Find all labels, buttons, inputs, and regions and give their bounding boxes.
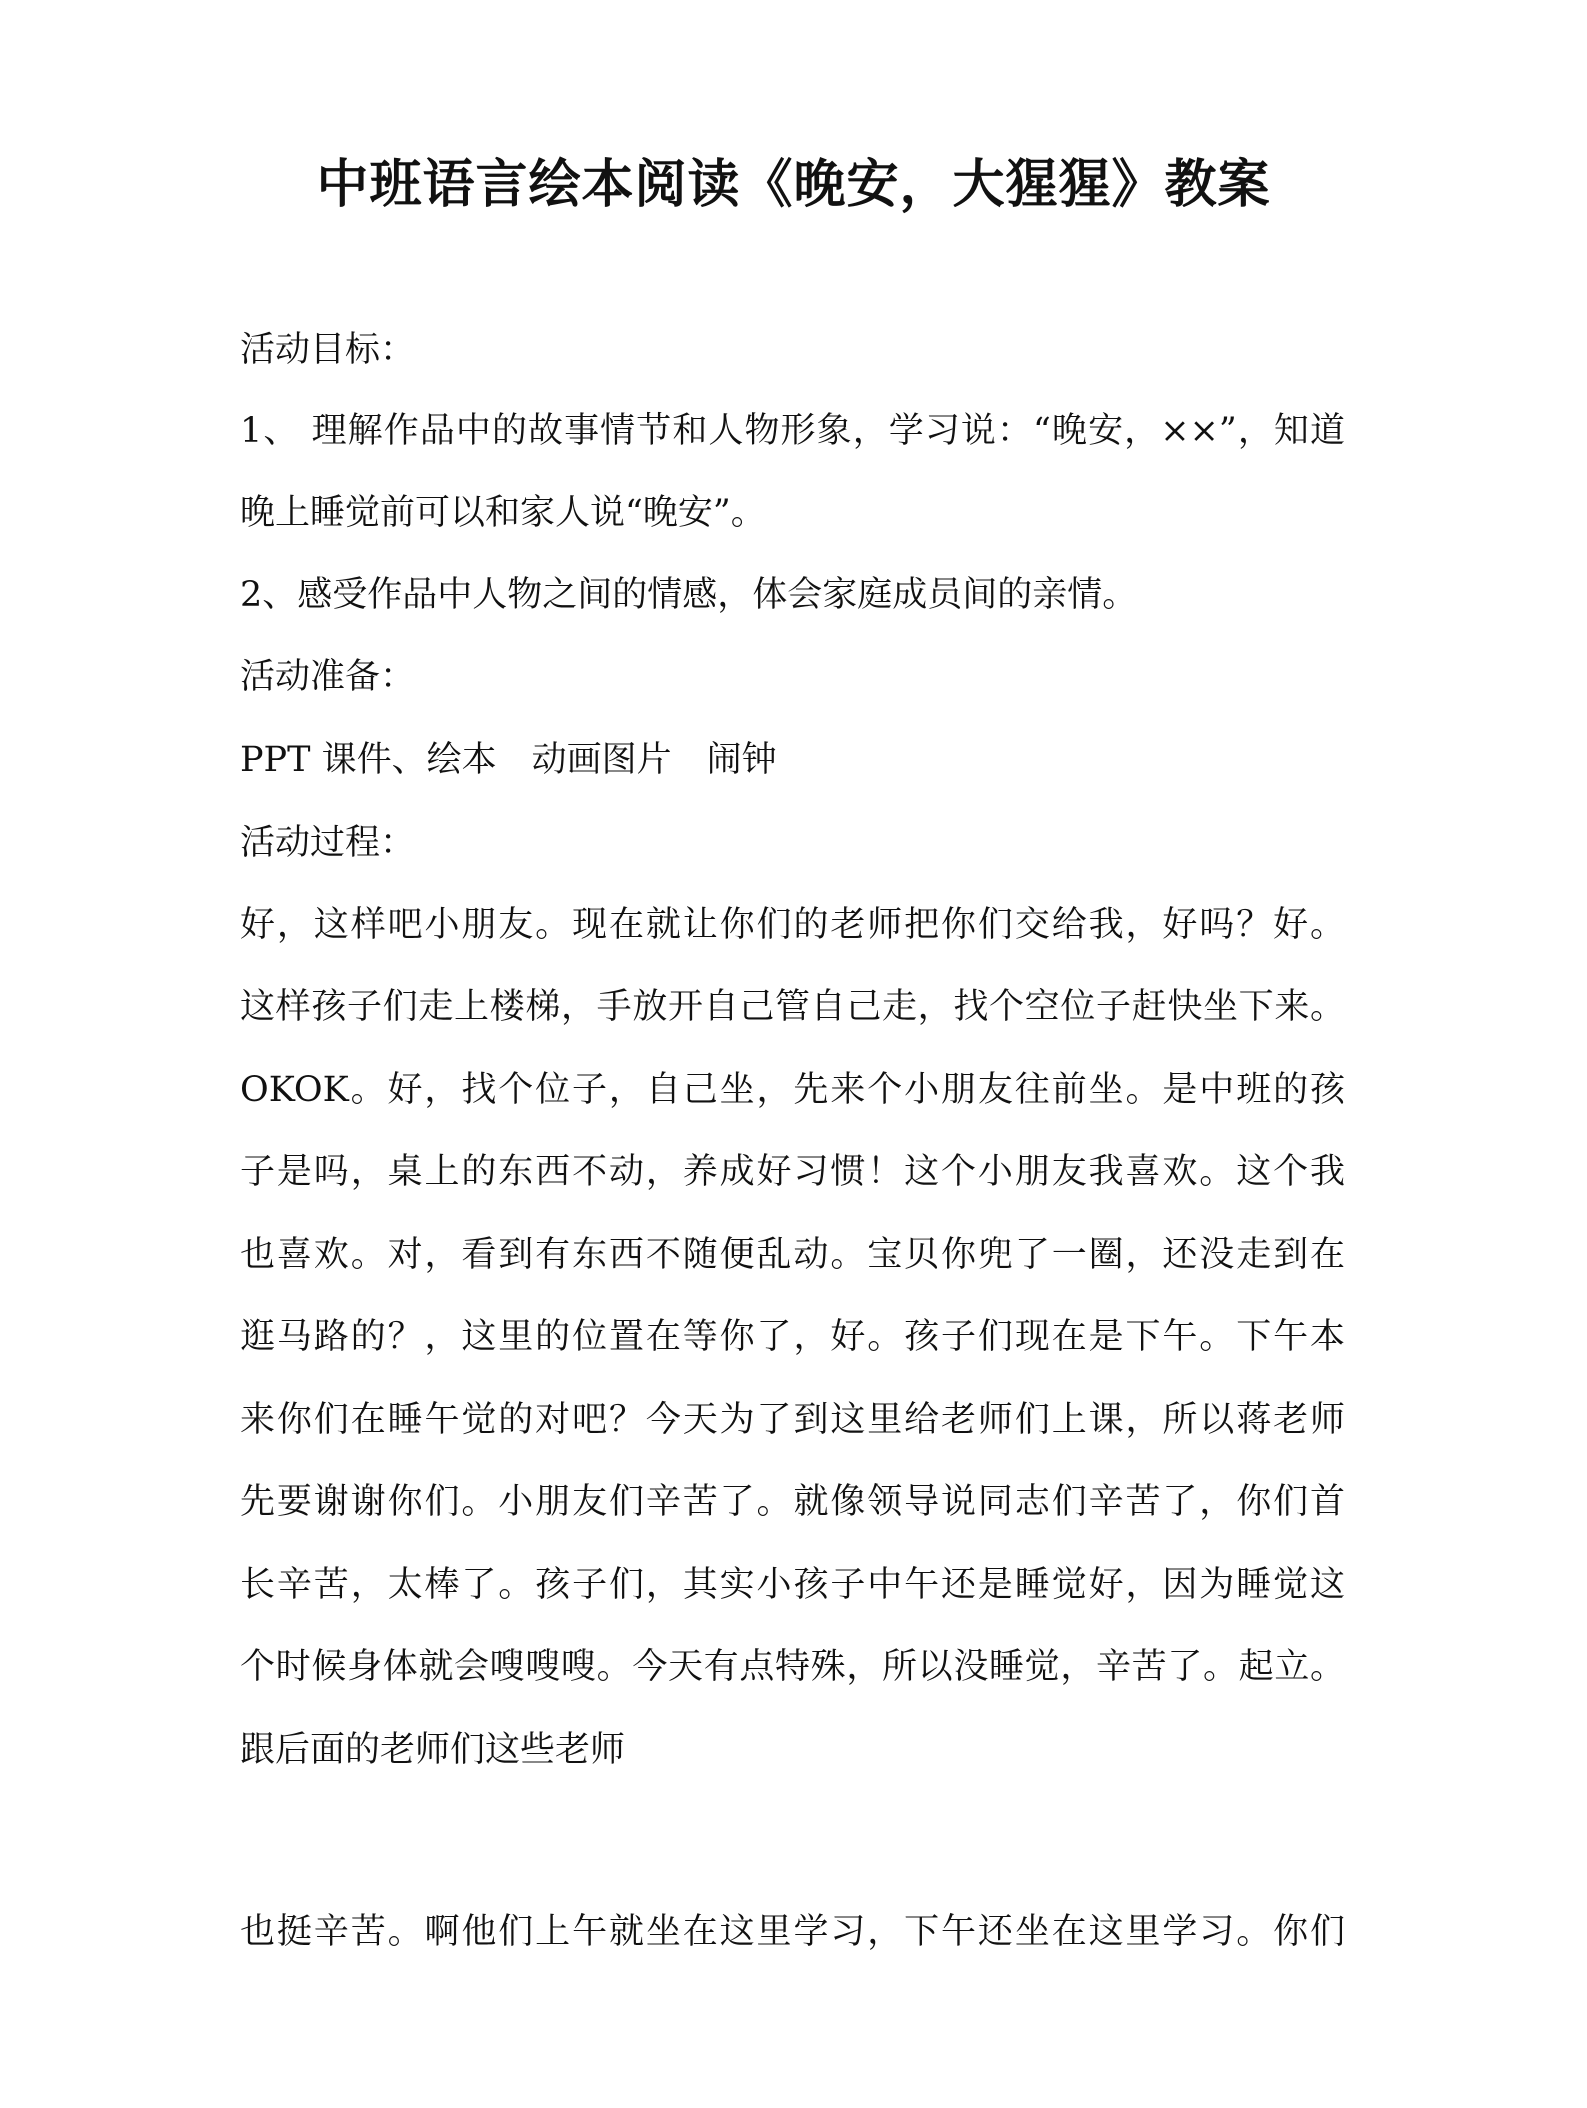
prep-heading: 活动准备： bbox=[240, 657, 416, 697]
process-line: 也喜欢。对，看到有东西不随便乱动。宝贝你兜了一圈，还没走到在 bbox=[240, 1235, 1345, 1275]
process-line: OKOK。好，找个位子，自己坐，先来个小朋友往前坐。是中班的孩 bbox=[240, 1070, 1345, 1110]
process-line: 逛马路的？，这里的位置在等你了，好。孩子们现在是下午。下午本 bbox=[240, 1317, 1345, 1357]
process-line: 长辛苦，太棒了。孩子们，其实小孩子中午还是睡觉好，因为睡觉这 bbox=[240, 1565, 1345, 1605]
process-line: 先要谢谢你们。小朋友们辛苦了。就像领导说同志们辛苦了，你们首 bbox=[240, 1482, 1345, 1522]
process-line: 子是吗，桌上的东西不动，养成好习惯！这个小朋友我喜欢。这个我 bbox=[240, 1152, 1345, 1192]
document-title: 中班语言绘本阅读《晚安，大猩猩》教案 bbox=[316, 154, 1271, 215]
prep-materials: PPT 课件、绘本 动画图片 闹钟 bbox=[240, 740, 777, 780]
process-heading: 活动过程： bbox=[240, 823, 416, 863]
process-line: 个时候身体就会嗖嗖嗖。今天有点特殊，所以没睡觉，辛苦了。起立。 bbox=[240, 1647, 1345, 1687]
process-line: 跟后面的老师们这些老师 bbox=[240, 1730, 626, 1770]
process-line: 好，这样吧小朋友。现在就让你们的老师把你们交给我，好吗？好。 bbox=[240, 905, 1345, 945]
goals-heading: 活动目标： bbox=[240, 330, 416, 370]
process-line: 这样孩子们走上楼梯，手放开自己管自己走，找个空位子赶快坐下来。 bbox=[240, 987, 1345, 1027]
goal-item: 2、感受作品中人物之间的情感，体会家庭成员间的亲情。 bbox=[240, 575, 1138, 615]
goal-item-continued: 晚上睡觉前可以和家人说“晚安”。 bbox=[240, 493, 766, 533]
process-continuation-line: 也挺辛苦。啊他们上午就坐在这里学习，下午还坐在这里学习。你们 bbox=[240, 1912, 1345, 1952]
goal-item: 1、 理解作品中的故事情节和人物形象，学习说：“晚安，××”，知道 bbox=[240, 411, 1345, 451]
process-line: 来你们在睡午觉的对吧？今天为了到这里给老师们上课，所以蒋老师 bbox=[240, 1400, 1345, 1440]
